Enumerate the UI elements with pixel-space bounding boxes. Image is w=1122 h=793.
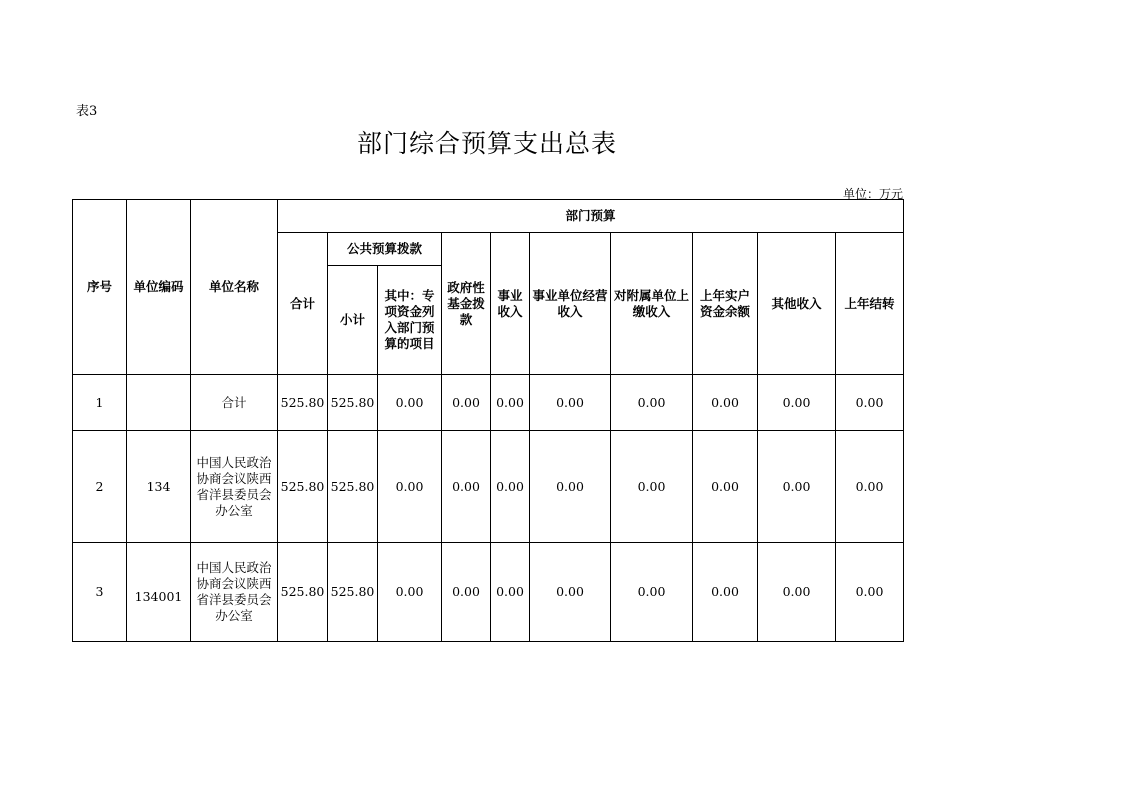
cell-special: 0.00 (378, 431, 442, 543)
cell-operation: 0.00 (530, 431, 611, 543)
header-seq: 序号 (73, 200, 127, 375)
cell-name: 合计 (191, 375, 278, 431)
header-prev-carry: 上年结转 (836, 233, 904, 375)
header-unit-name: 单位名称 (191, 200, 278, 375)
cell-carry: 0.00 (836, 431, 904, 543)
cell-gov-fund: 0.00 (442, 375, 491, 431)
cell-subtotal: 525.80 (328, 543, 378, 642)
cell-carry: 0.00 (836, 543, 904, 642)
cell-other: 0.00 (758, 375, 836, 431)
unit-label: 单位：万元 (842, 187, 903, 201)
cell-code: 134 (127, 431, 191, 543)
header-total: 合计 (278, 233, 328, 375)
header-career-income: 事业收入 (491, 233, 530, 375)
cell-subtotal: 525.80 (328, 431, 378, 543)
cell-balance: 0.00 (693, 431, 758, 543)
header-special-funds: 其中：专项资金列入部门预算的项目 (378, 266, 442, 375)
cell-code: 134001 (127, 543, 191, 642)
cell-subordinate: 0.00 (611, 431, 693, 543)
cell-seq: 1 (73, 375, 127, 431)
cell-special: 0.00 (378, 543, 442, 642)
header-subordinate: 对附属单位上缴收入 (611, 233, 693, 375)
cell-operation: 0.00 (530, 375, 611, 431)
table-row (73, 431, 904, 543)
page-title: 部门综合预算支出总表 (356, 129, 617, 158)
cell-career: 0.00 (491, 543, 530, 642)
cell-total: 525.80 (278, 375, 328, 431)
header-public-budget: 公共预算拨款 (328, 233, 442, 266)
header-gov-fund: 政府性基金拨款 (442, 233, 491, 375)
header-prev-balance: 上年实户资金余额 (693, 233, 758, 375)
header-career-operation: 事业单位经营收入 (530, 233, 611, 375)
table-row (73, 375, 904, 431)
cell-subordinate: 0.00 (611, 375, 693, 431)
cell-balance: 0.00 (693, 543, 758, 642)
cell-name: 中国人民政治协商会议陕西省洋县委员会办公室 (191, 431, 278, 543)
cell-total: 525.80 (278, 543, 328, 642)
cell-career: 0.00 (491, 375, 530, 431)
header-unit-code: 单位编码 (127, 200, 191, 375)
header-dept-budget: 部门预算 (278, 200, 904, 233)
table-row (73, 543, 904, 642)
cell-special: 0.00 (378, 375, 442, 431)
header-other-income: 其他收入 (758, 233, 836, 375)
cell-total: 525.80 (278, 431, 328, 543)
cell-subtotal: 525.80 (328, 375, 378, 431)
table-label: 表3 (76, 104, 98, 119)
cell-code (127, 375, 191, 431)
budget-table (72, 199, 904, 642)
cell-seq: 2 (73, 431, 127, 543)
cell-carry: 0.00 (836, 375, 904, 431)
cell-operation: 0.00 (530, 543, 611, 642)
cell-gov-fund: 0.00 (442, 431, 491, 543)
cell-name: 中国人民政治协商会议陕西省洋县委员会办公室 (191, 543, 278, 642)
cell-balance: 0.00 (693, 375, 758, 431)
header-subtotal: 小计 (328, 266, 378, 375)
cell-other: 0.00 (758, 431, 836, 543)
cell-subordinate: 0.00 (611, 543, 693, 642)
cell-other: 0.00 (758, 543, 836, 642)
cell-career: 0.00 (491, 431, 530, 543)
cell-seq: 3 (73, 543, 127, 642)
cell-gov-fund: 0.00 (442, 543, 491, 642)
